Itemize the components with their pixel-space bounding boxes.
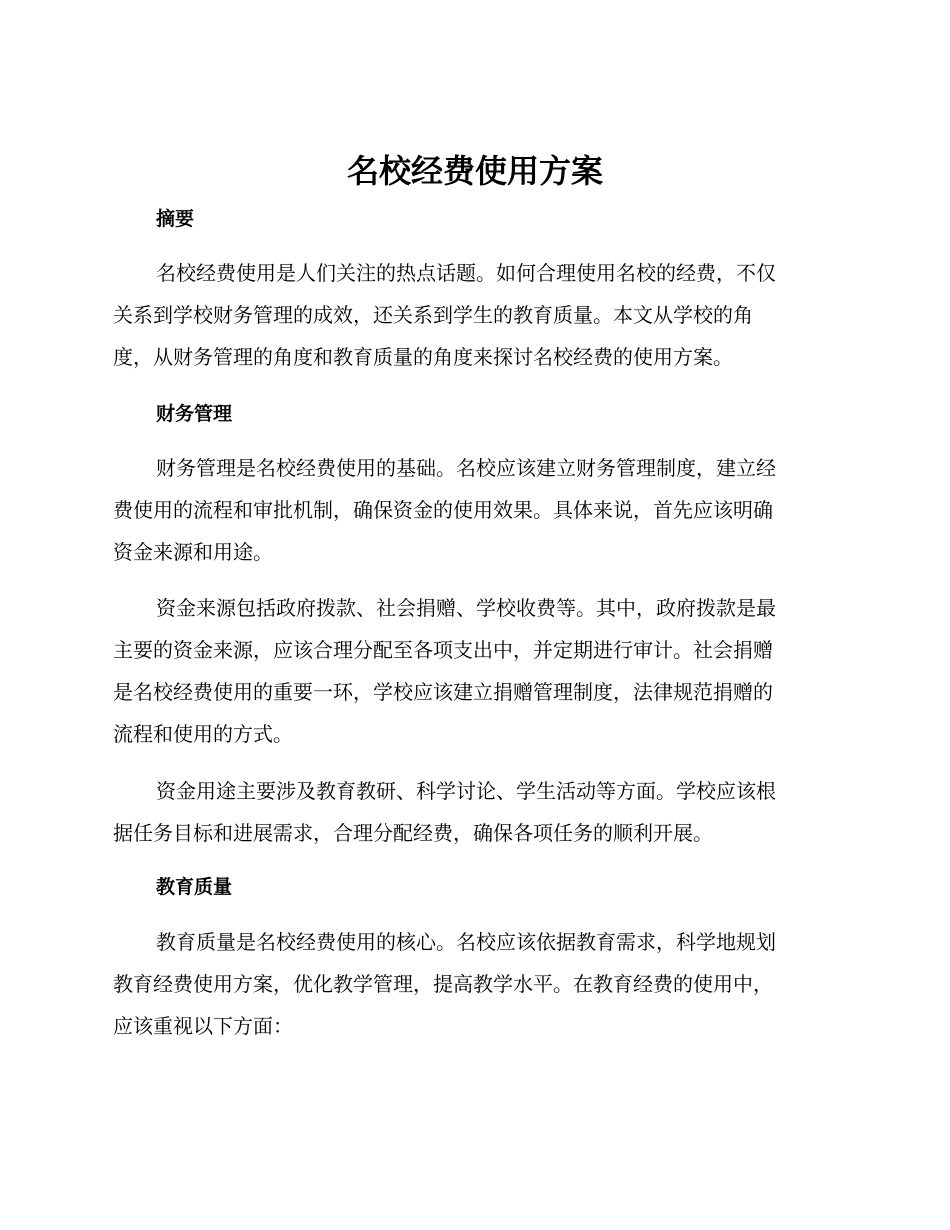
paragraph-line: 资金来源包括政府拨款、社会捐赠、学校收费等。其中，政府拨款是最 (156, 596, 776, 620)
paragraph-line: 教育经费使用方案，优化教学管理，提高教学水平。在教育经费的使用中， (113, 972, 773, 996)
finance-paragraph-2 (113, 587, 833, 755)
paragraph-line: 主要的资金来源，应该合理分配至各项支出中，并定期进行审计。社会捐赠 (113, 638, 773, 662)
paragraph-line: 财务管理是名校经费使用的基础。名校应该建立财务管理制度，建立经 (156, 456, 776, 480)
paragraph-line: 名校经费使用是人们关注的热点话题。如何合理使用名校的经费，不仅 (156, 261, 776, 285)
quality-paragraph (113, 921, 833, 1047)
paragraph-line: 费使用的流程和审批机制，确保资金的使用效果。具体来说，首先应该明确 (113, 498, 773, 522)
finance-paragraph-3 (113, 770, 833, 854)
finance-paragraph-1 (113, 447, 833, 573)
finance-heading: 财务管理 (156, 403, 233, 425)
paragraph-line: 流程和使用的方式。 (113, 722, 293, 746)
paragraph-line: 是名校经费使用的重要一环，学校应该建立捐赠管理制度，法律规范捐赠的 (113, 680, 773, 704)
paragraph-line: 资金来源和用途。 (113, 540, 273, 564)
paragraph-line: 关系到学校财务管理的成效，还关系到学生的教育质量。本文从学校的角 (113, 303, 753, 327)
paragraph-line: 应该重视以下方面： (113, 1014, 293, 1038)
abstract-heading: 摘要 (156, 208, 195, 230)
abstract-paragraph (113, 252, 833, 378)
paragraph-line: 资金用途主要涉及教育教研、科学讨论、学生活动等方面。学校应该根 (156, 779, 776, 803)
quality-heading: 教育质量 (156, 876, 233, 898)
paragraph-line: 教育质量是名校经费使用的核心。名校应该依据教育需求，科学地规划 (156, 930, 776, 954)
document-title: 名校经费使用方案 (346, 152, 603, 190)
paragraph-line: 据任务目标和进展需求，合理分配经费，确保各项任务的顺利开展。 (113, 821, 713, 845)
paragraph-line: 度，从财务管理的角度和教育质量的角度来探讨名校经费的使用方案。 (113, 345, 733, 369)
